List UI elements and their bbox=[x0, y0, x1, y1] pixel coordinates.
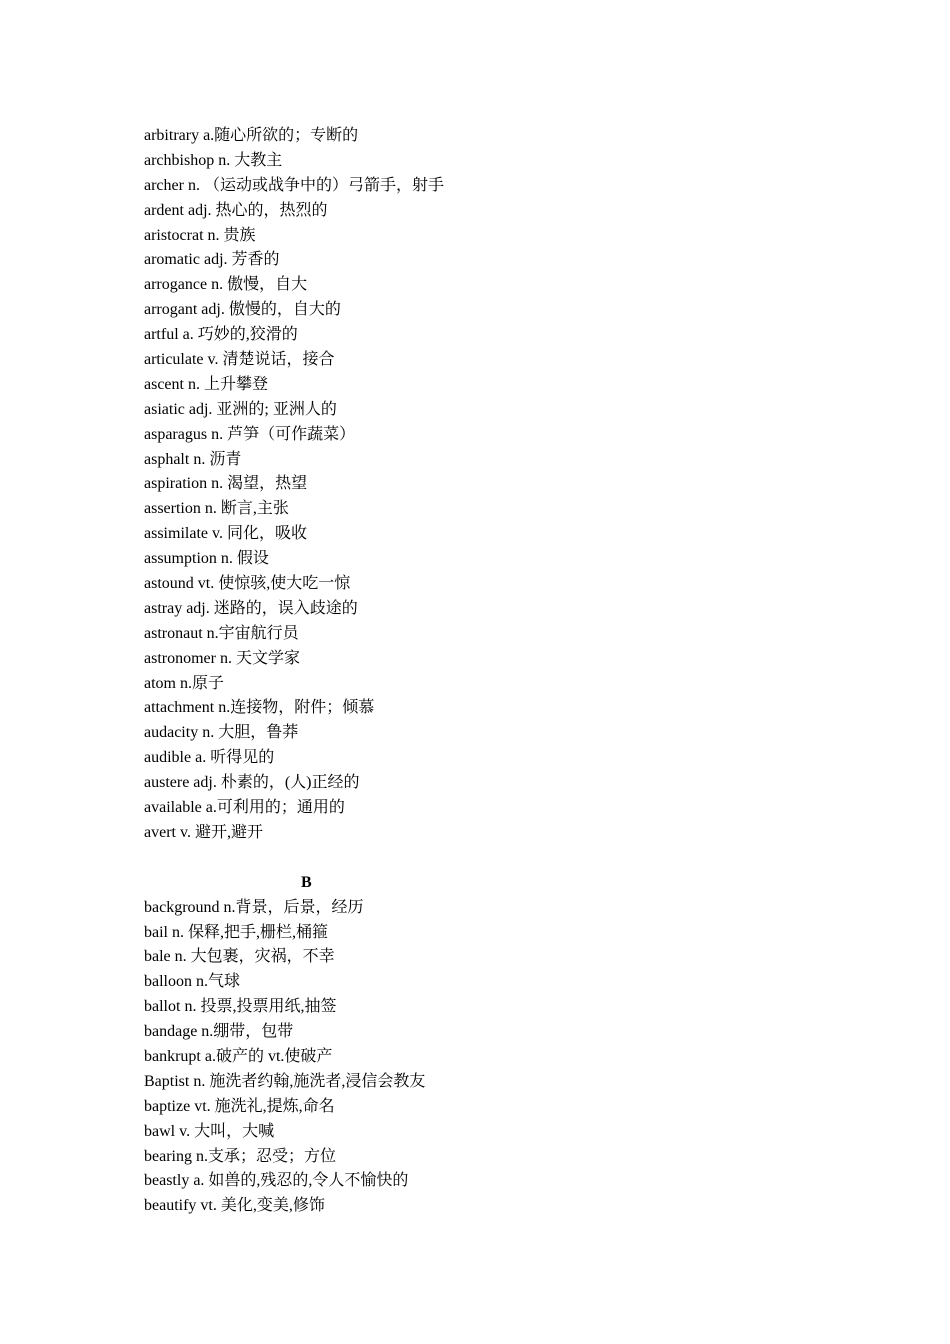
vocab-entry: Baptist n. 施洗者约翰,施洗者,浸信会教友 bbox=[144, 1072, 426, 1090]
section-b-list bbox=[144, 896, 784, 1220]
vocab-entry: avert v. 避开,避开 bbox=[144, 823, 263, 841]
vocab-entry: archbishop n. 大教主 bbox=[144, 151, 283, 169]
vocab-entry: assumption n. 假设 bbox=[144, 550, 269, 568]
vocab-entry: ballot n. 投票,投票用纸,抽签 bbox=[144, 998, 337, 1016]
vocab-entry: artful a. 巧妙的,狡滑的 bbox=[144, 326, 298, 344]
vocab-entry: assertion n. 断言,主张 bbox=[144, 500, 289, 518]
vocab-entry: bearing n.支承；忍受；方位 bbox=[144, 1147, 336, 1165]
vocab-entry: balloon n.气球 bbox=[144, 973, 240, 991]
vocab-entry: asiatic adj. 亚洲的; 亚洲人的 bbox=[144, 400, 337, 418]
vocab-entry: beastly a. 如兽的,残忍的,令人不愉快的 bbox=[144, 1172, 409, 1190]
vocab-entry: bandage n.绷带，包带 bbox=[144, 1023, 294, 1041]
vocab-entry: audacity n. 大胆，鲁莽 bbox=[144, 724, 299, 742]
vocab-entry: austere adj. 朴素的，(人)正经的 bbox=[144, 774, 360, 792]
vocab-entry: astronomer n. 天文学家 bbox=[144, 649, 300, 667]
vocab-entry: astray adj. 迷路的，误入歧途的 bbox=[144, 599, 358, 617]
section-a-list bbox=[144, 124, 784, 846]
vocab-entry: astronaut n.宇宙航行员 bbox=[144, 624, 299, 642]
document-page bbox=[144, 124, 784, 1219]
vocab-entry: articulate v. 清楚说话，接合 bbox=[144, 351, 335, 369]
vocab-entry: aromatic adj. 芳香的 bbox=[144, 251, 280, 269]
vocab-entry: astound vt. 使惊骇,使大吃一惊 bbox=[144, 575, 351, 593]
vocab-entry: attachment n.连接物，附件；倾慕 bbox=[144, 699, 375, 717]
vocab-entry: bale n. 大包裹，灾祸，不幸 bbox=[144, 948, 335, 966]
vocab-entry: archer n. （运动或战争中的）弓箭手，射手 bbox=[144, 176, 444, 194]
vocab-entry: beautify vt. 美化,变美,修饰 bbox=[144, 1197, 325, 1215]
vocab-entry: asphalt n. 沥青 bbox=[144, 450, 242, 468]
vocab-entry: asparagus n. 芦笋（可作蔬菜） bbox=[144, 425, 356, 443]
vocab-entry: ascent n. 上升攀登 bbox=[144, 375, 268, 393]
vocab-entry: bawl v. 大叫，大喊 bbox=[144, 1122, 275, 1140]
section-b-heading: B bbox=[301, 873, 312, 891]
vocab-entry: atom n.原子 bbox=[144, 674, 224, 692]
vocab-entry: aristocrat n. 贵族 bbox=[144, 226, 256, 244]
vocab-entry: aspiration n. 渴望，热望 bbox=[144, 475, 308, 493]
vocab-entry: baptize vt. 施洗礼,提炼,命名 bbox=[144, 1097, 335, 1115]
vocab-entry: available a.可利用的；通用的 bbox=[144, 799, 345, 817]
vocab-entry: arrogant adj. 傲慢的，自大的 bbox=[144, 301, 341, 319]
vocab-entry: ardent adj. 热心的，热烈的 bbox=[144, 201, 328, 219]
vocab-entry: bail n. 保释,把手,栅栏,桶箍 bbox=[144, 923, 328, 941]
vocab-entry: assimilate v. 同化，吸收 bbox=[144, 525, 307, 543]
vocab-entry: audible a. 听得见的 bbox=[144, 749, 275, 767]
section-spacer bbox=[144, 846, 784, 871]
vocab-entry: bankrupt a.破产的 vt.使破产 bbox=[144, 1047, 333, 1065]
vocab-entry: arbitrary a.随心所欲的；专断的 bbox=[144, 127, 359, 144]
vocab-entry: background n.背景，后景，经历 bbox=[144, 898, 364, 916]
vocab-entry: arrogance n. 傲慢，自大 bbox=[144, 276, 308, 294]
